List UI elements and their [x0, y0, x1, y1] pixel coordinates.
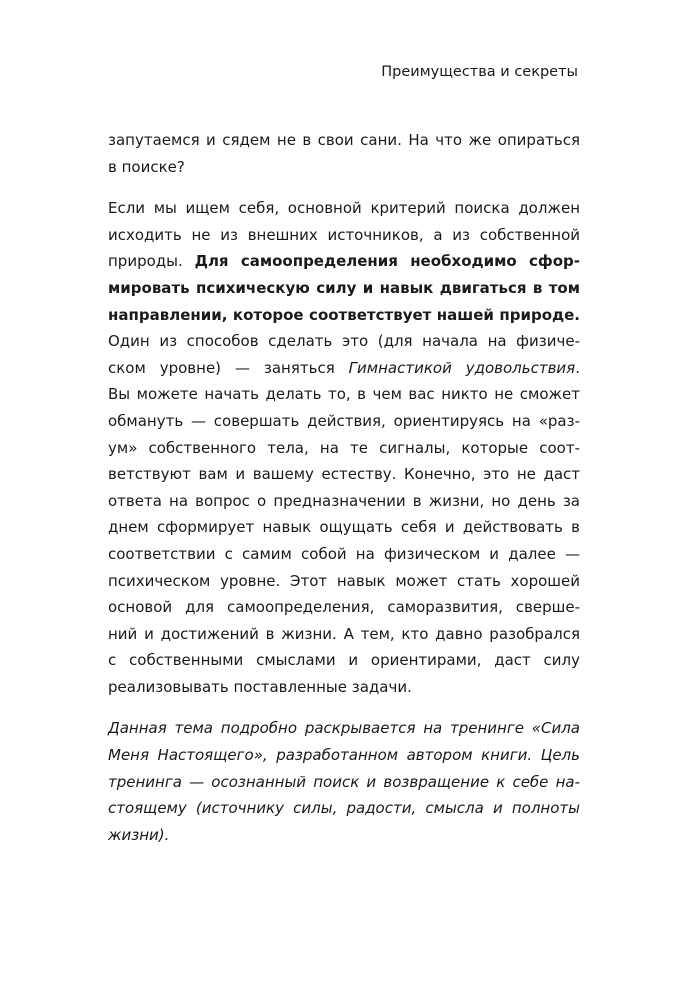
note-line: Меня Настоящего», разработанном автором книги. Цель — [108, 746, 580, 765]
text-line: реализовывать поставленные задачи. — [108, 677, 412, 696]
emphasis-bold-line: мировать психическую силу и навык двигаться в том — [108, 278, 580, 297]
text-line: днем сформирует навык ощущать себя и действовать в — [108, 518, 580, 537]
book-method-title: Гимнастикой удовольствия — [348, 358, 576, 377]
text-segment: . — [575, 358, 580, 377]
text-line: Если мы ищем себя, основной критерий поиска должен — [108, 199, 580, 218]
text-line: соответствии с самим собой на физическом и далее — — [108, 544, 580, 563]
text-line: психическом уровне. Этот навык может стать хорошей — [108, 571, 580, 590]
text-line: в поиске? — [108, 157, 185, 176]
training-note — [108, 715, 580, 848]
text-line: обмануть — совершать действия, ориентируясь на «раз- — [108, 411, 580, 430]
note-line: жизни). — [108, 825, 170, 844]
text-line — [108, 248, 580, 275]
text-line: ветствуют вам и вашему естеству. Конечно, это не даст — [108, 465, 580, 484]
text-line: Вы можете начать делать то, в чем вас никто не сможет — [108, 385, 580, 404]
text-segment: ском уровне) — заняться — [108, 358, 349, 377]
note-line: тренинга — осознанный поиск и возвращение к себе на- — [108, 772, 580, 791]
note-line: стоящему (источнику силы, радости, смысла и полноты — [108, 799, 580, 818]
paragraph-2 — [108, 195, 580, 700]
note-line: Данная тема подробно раскрывается на тренинге «Сила — [108, 719, 580, 738]
text-segment: природы. — [108, 252, 195, 271]
text-line: Один из способов сделать это (для начала на физиче- — [108, 332, 580, 351]
page-body — [108, 127, 580, 848]
paragraph-1 — [108, 127, 580, 180]
text-line: ний и достижений в жизни. А тем, кто давно разобрался — [108, 624, 580, 643]
text-line: основой для самоопределения, саморазвития, сверше- — [108, 598, 580, 617]
text-line: исходить не из внешних источников, а из собственной — [108, 225, 580, 244]
emphasis-bold-line: направлении, которое соответствует нашей природе. — [108, 305, 580, 324]
text-line: ответа на вопрос о предназначении в жизни, но день за — [108, 491, 580, 510]
emphasis-bold: Для самоопределения необходимо сфор- — [194, 252, 580, 271]
text-line: с собственными смыслами и ориентирами, даст силу — [108, 651, 580, 670]
text-line — [108, 355, 580, 382]
text-line: ум» собственного тела, на те сигналы, которые соот- — [108, 438, 580, 457]
text-line: запутаемся и сядем не в свои сани. На что же опираться — [108, 131, 580, 149]
running-header: Преимущества и секреты — [381, 64, 578, 80]
